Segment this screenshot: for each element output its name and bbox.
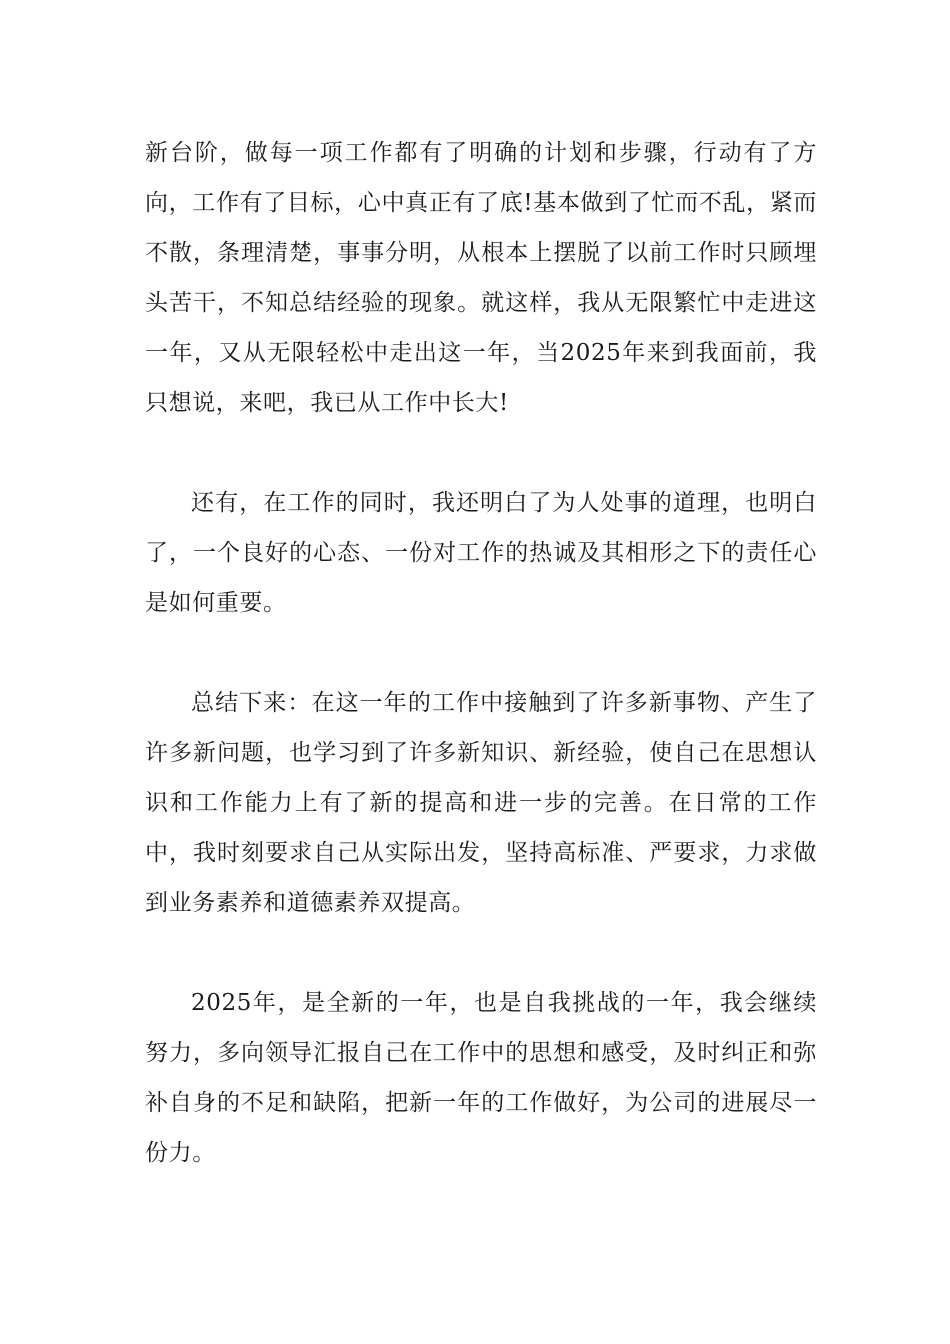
paragraph-2: 还有，在工作的同时，我还明白了为人处事的道理，也明白了，一个良好的心态、一份对工作的热诚及其相形之下的责任心是如何重要。 [145,490,817,616]
document-body [145,128,817,1178]
paragraph-gap [145,428,817,478]
paragraph-gap [145,628,817,678]
paragraph-gap [145,928,817,978]
paragraph-1: 新台阶，做每一项工作都有了明确的计划和步骤，行动有了方向，工作有了目标，心中真正有了底!基本做到了忙而不乱，紧而不散，条理清楚，事事分明，从根本上摆脱了以前工作时只顾埋头苦干，不知总结经验的现象。就这样，我从无限繁忙中走进这一年，又从无限轻松中走出这一年，当2025年来到我面前，我只想说，来吧，我已从工作中长大! [145,140,817,416]
paragraph-3: 总结下来：在这一年的工作中接触到了许多新事物、产生了许多新问题，也学习到了许多新知识、新经验，使自己在思想认识和工作能力上有了新的提高和进一步的完善。在日常的工作中，我时刻要求自己从实际出发，坚持高标准、严要求，力求做到业务素养和道德素养双提高。 [145,690,817,916]
paragraph-4: 2025年，是全新的一年，也是自我挑战的一年，我会继续努力，多向领导汇报自己在工作中的思想和感受，及时纠正和弥补自身的不足和缺陷，把新一年的工作做好，为公司的进展尽一份力。 [145,990,817,1166]
